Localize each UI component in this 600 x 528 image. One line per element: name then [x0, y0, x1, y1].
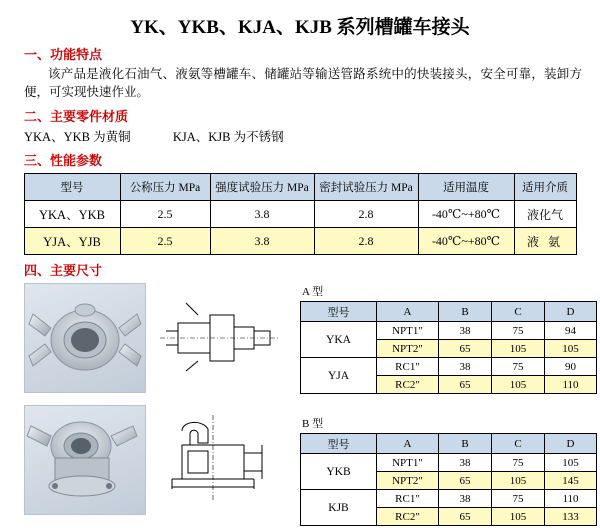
cell-c: 105 — [492, 340, 545, 358]
cell-d: 145 — [545, 472, 597, 490]
cell-nominal: 2.5 — [120, 201, 210, 228]
cell-c: 105 — [492, 376, 545, 394]
table-row — [24, 228, 576, 255]
col-header-c: C — [492, 434, 545, 454]
cell-strength: 3.8 — [210, 201, 314, 228]
cell-seal: 2.8 — [314, 228, 418, 255]
cell-model: YKA、YKB — [24, 201, 120, 228]
cell-b: 65 — [439, 376, 492, 394]
dimension-table-caption-b: B 型 — [302, 418, 324, 431]
cell-b: 65 — [439, 340, 492, 358]
col-header-b: B — [439, 434, 492, 454]
table-row — [301, 454, 597, 472]
cell-model: YKA — [301, 322, 377, 358]
dimension-tables-column — [300, 283, 598, 526]
product-photo-a — [24, 283, 146, 393]
cell-c: 105 — [492, 472, 545, 490]
col-header-d: D — [545, 434, 597, 454]
cell-strength: 3.8 — [210, 228, 314, 255]
cell-a: NPT1" — [377, 322, 439, 340]
cell-a: NPT2" — [377, 340, 439, 358]
materials-line — [24, 127, 590, 145]
cell-c: 75 — [492, 358, 545, 376]
section-heading-materials: 二、主要零件材质 — [24, 109, 129, 125]
table-row — [301, 490, 597, 508]
cell-d: 133 — [545, 508, 597, 526]
performance-table — [24, 173, 577, 255]
cell-model: YJA — [301, 358, 377, 394]
technical-drawing-b — [158, 405, 284, 513]
technical-drawing-a — [158, 283, 284, 391]
cell-temperature: -40℃~+80℃ — [418, 201, 514, 228]
drawing-b-graphic — [158, 405, 284, 513]
section-heading-dimensions: 四、主要尺寸 — [24, 263, 103, 279]
coupling-photo-a-graphic — [25, 284, 145, 392]
cell-d: 110 — [545, 490, 597, 508]
cell-a: NPT1" — [377, 454, 439, 472]
materials-left: YKA、YKB 为黄铜 — [24, 130, 131, 145]
col-header-c: C — [492, 302, 545, 322]
cell-model: YKB — [301, 454, 377, 490]
page-title: YK、YKB、KJA、KJB 系列槽罐车接头 — [130, 17, 470, 38]
materials-right: KJA、KJB 为不锈钢 — [172, 130, 284, 145]
cell-medium: 液 氨 — [514, 228, 576, 255]
coupling-photo-b-graphic — [25, 406, 145, 514]
cell-model: KJB — [301, 490, 377, 526]
table-row — [301, 358, 597, 376]
dimension-block-b — [300, 415, 598, 526]
col-header-d: D — [545, 302, 597, 322]
table-header-row — [301, 434, 597, 454]
document-page — [0, 12, 600, 528]
section-heading-features: 一、功能特点 — [24, 47, 103, 62]
dimension-table-a — [300, 301, 597, 394]
drawing-a-graphic — [158, 283, 284, 391]
cell-c: 75 — [492, 490, 545, 508]
cell-a: RC1" — [377, 490, 439, 508]
illustration-column — [24, 283, 286, 515]
col-header-a: A — [377, 302, 439, 322]
illustration-row-gap — [24, 393, 286, 405]
cell-b: 38 — [439, 490, 492, 508]
cell-medium: 液化气 — [514, 201, 576, 228]
cell-seal: 2.8 — [314, 201, 418, 228]
cell-c: 105 — [492, 508, 545, 526]
cell-b: 38 — [439, 454, 492, 472]
cell-a: RC2" — [377, 376, 439, 394]
cell-c: 75 — [492, 454, 545, 472]
col-header-nominal-pressure: 公称压力 MPa — [120, 174, 210, 201]
col-header-model: 型号 — [301, 434, 377, 454]
cell-a: NPT2" — [377, 472, 439, 490]
section-heading-performance: 三、性能参数 — [24, 153, 103, 169]
cell-b: 38 — [439, 322, 492, 340]
features-text: 该产品是液化石油气、液氨等槽罐车、储罐站等输送管路系统中的快装接头，安全可靠，装卸方便，可实现快速作业。 — [24, 67, 582, 100]
col-header-b: B — [439, 302, 492, 322]
cell-d: 110 — [545, 376, 597, 394]
cell-d: 90 — [545, 358, 597, 376]
table-header-row — [301, 302, 597, 322]
dimension-table-b — [300, 433, 597, 526]
col-header-seal-pressure: 密封试验压力 MPa — [314, 174, 418, 201]
col-header-strength-pressure: 强度试验压力 MPa — [210, 174, 314, 201]
col-header-temperature: 适用温度 — [418, 174, 514, 201]
product-photo-b — [24, 405, 146, 515]
cell-b: 65 — [439, 472, 492, 490]
col-header-medium: 适用介质 — [514, 174, 576, 201]
cell-d: 94 — [545, 322, 597, 340]
cell-a: RC1" — [377, 358, 439, 376]
table-header-row — [24, 174, 576, 201]
dimension-table-caption-a: A 型 — [302, 286, 324, 299]
table-row — [24, 201, 576, 228]
cell-model: YJA、YJB — [24, 228, 120, 255]
col-header-model: 型号 — [24, 174, 120, 201]
cell-nominal: 2.5 — [120, 228, 210, 255]
cell-c: 75 — [492, 322, 545, 340]
col-header-model: 型号 — [301, 302, 377, 322]
col-header-a: A — [377, 434, 439, 454]
cell-d: 105 — [545, 454, 597, 472]
cell-a: RC2" — [377, 508, 439, 526]
cell-b: 38 — [439, 358, 492, 376]
cell-d: 105 — [545, 340, 597, 358]
cell-temperature: -40℃~+80℃ — [418, 228, 514, 255]
cell-b: 65 — [439, 508, 492, 526]
table-row — [301, 322, 597, 340]
